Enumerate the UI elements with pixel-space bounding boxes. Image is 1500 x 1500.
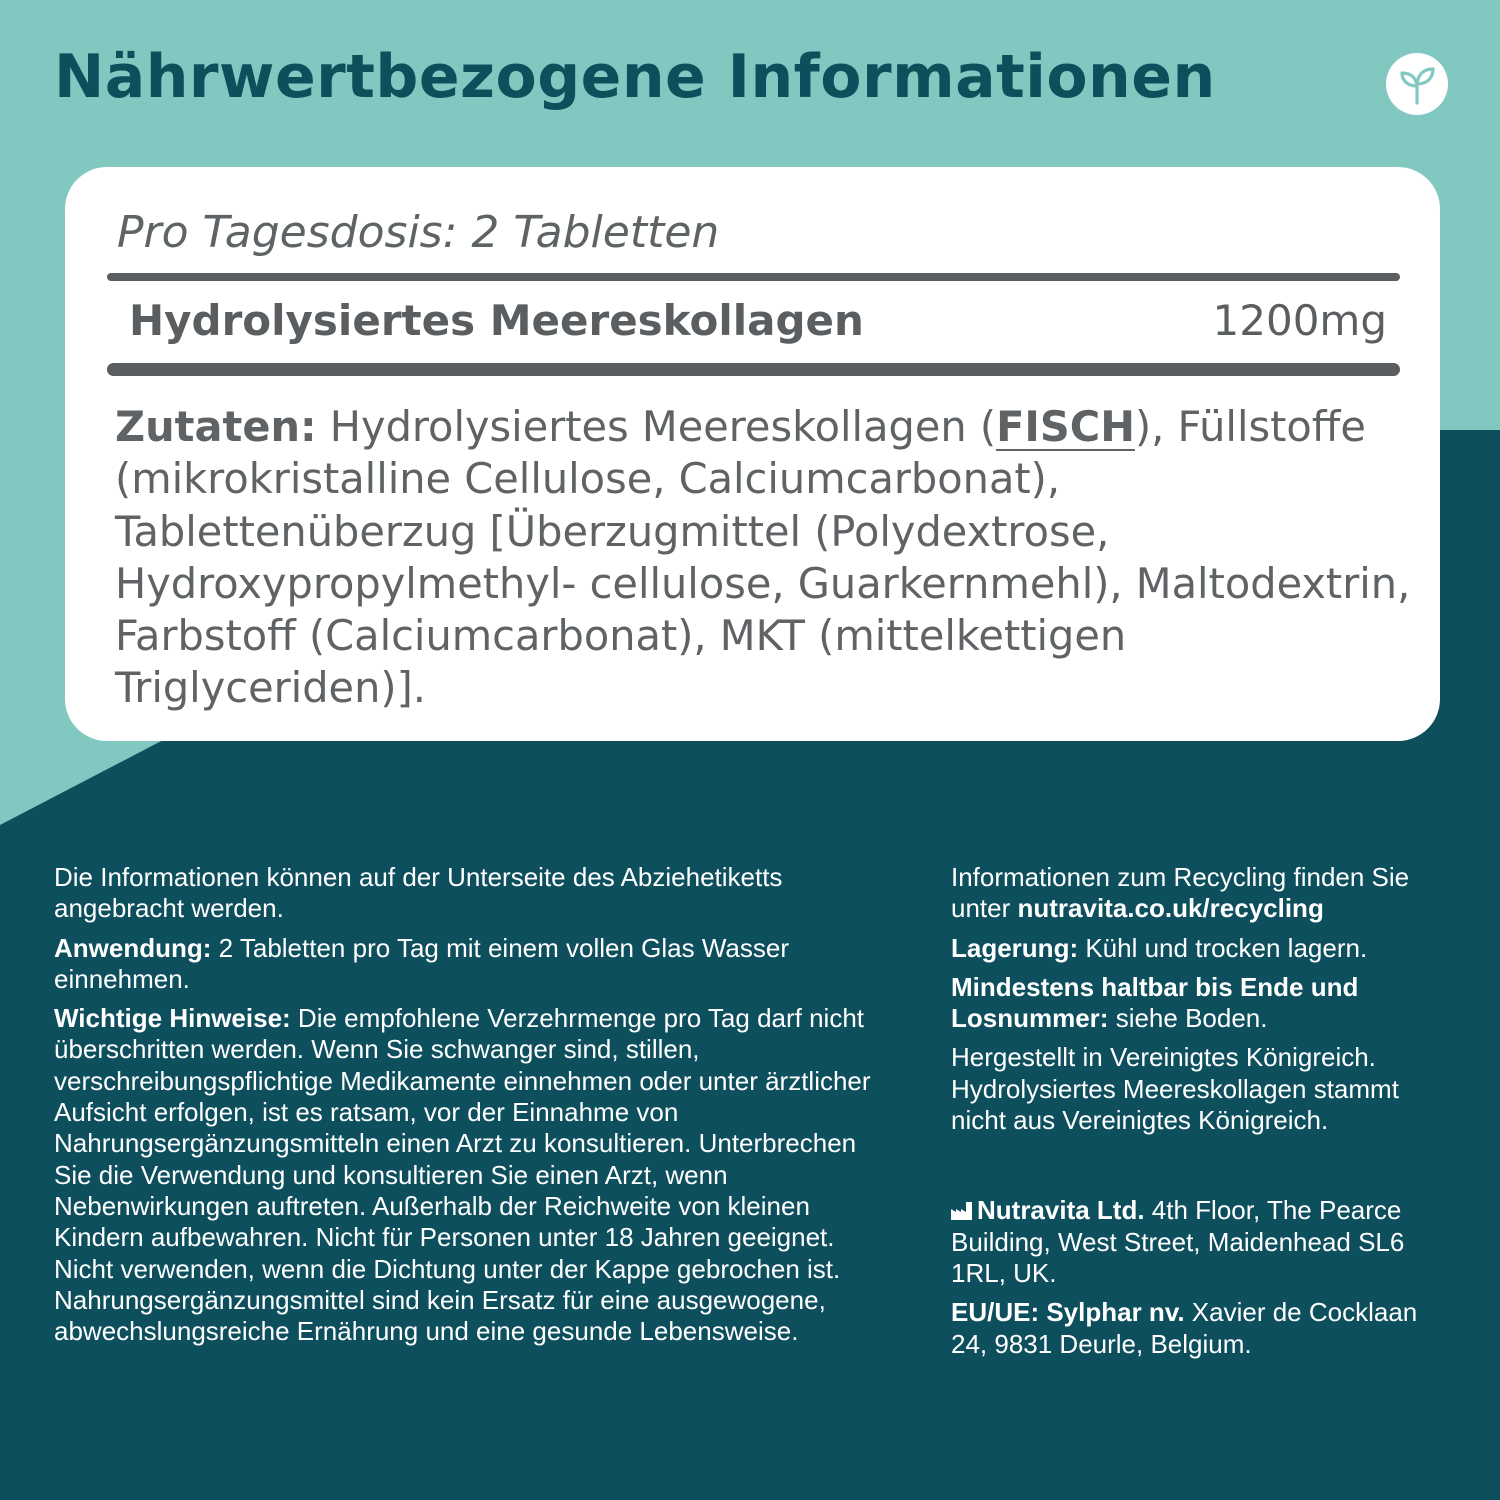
usage-label: Anwendung:: [54, 932, 212, 963]
origin-paragraph: Hergestellt in Vereinigtes Königreich. Hydrolysiertes Meereskollagen stammt nicht aus Vereinigtes Königreich.: [951, 1042, 1399, 1136]
storage-label: Lagerung:: [951, 932, 1079, 963]
best-before-label: Mindestens haltbar bis Ende und Losnummer:: [951, 971, 1359, 1034]
bottom-rule: [107, 363, 1400, 376]
factory-icon: [951, 1202, 973, 1220]
best-before-text: siehe Boden.: [1108, 1003, 1268, 1034]
leaf-icon: [1386, 53, 1448, 115]
recycling-link[interactable]: nutravita.co.uk/recycling: [1017, 893, 1324, 924]
warnings-text: Die empfohlene Verzehrmenge pro Tag darf nicht überschritten werden. Wenn Sie schwanger sind, stillen, verschreibungspflichtige Medikamente einnehmen oder unter ärztlicher Aufsicht erfolgen, ist es ratsam, vor der Einnahme von Nahrungsergänzungsmitteln einen Arzt zu konsultieren. Unterbrechen Sie die Verwendung und konsultieren Sie einen Arzt, wenn Nebenwirkungen auftreten. Außerhalb der Reichweite von kleinen Kindern aufbewahren. Nicht für Personen unter 18 Jahren geeignet. Nicht verwenden, wenn die Dichtung unter der Kappe gebrochen ist. Nahrungsergänzungsmittel sind kein Ersatz für eine ausgewogene, abwechslungsreiche Ernährung und eine gesunde Lebensweise.: [54, 1003, 871, 1347]
serving-size: Pro Tagesdosis: 2 Tabletten: [117, 207, 720, 258]
allergen-highlight: FISCH: [996, 402, 1135, 451]
ingredients-label: Zutaten:: [115, 402, 317, 451]
ingredients-part-2: ), Füllstoffe (mikrokristalline Cellulose, Calciumcarbonat), Tablettenüberzug [Überzugmittel (Polydextrose, Hydroxypropylmethyl- cellulose, Guarkernmehl), Maltodextrin, Farbstoff (Calciumcarbonat), MKT (mittelkettigen Triglyceriden)].: [115, 402, 1411, 713]
nutrient-amount: 1200mg: [1212, 296, 1387, 345]
storage-paragraph: [951, 933, 1451, 964]
nutrient-row: [129, 294, 1387, 354]
ingredients-part-1: Hydrolysiertes Meereskollagen (: [316, 402, 997, 451]
page-title: Nährwertbezogene Informationen: [54, 42, 1216, 112]
warnings-label: Wichtige Hinweise:: [54, 1003, 291, 1034]
eu-representative: [951, 1297, 1451, 1360]
manufacturer-name: Nutravita Ltd.: [977, 1195, 1145, 1226]
recycling-text: Informationen zum Recycling finden Sie unter: [951, 862, 1410, 924]
right-info-column: [951, 862, 1451, 1368]
label-info-note: Die Informationen können auf der Unterseite des Abziehetiketts angebracht werden.: [54, 862, 783, 924]
manufacturer-address-text: 4th Floor, The Pearce Building, West Street, Maidenhead SL6 1RL, UK.: [951, 1195, 1405, 1288]
storage-text: Kühl und trocken lagern.: [1078, 932, 1368, 963]
nutrition-card: [65, 167, 1440, 741]
leaf-badge: [1386, 53, 1448, 115]
left-info-column: [54, 862, 889, 1355]
nutrient-name: Hydrolysiertes Meereskollagen: [129, 296, 864, 345]
usage-paragraph: [54, 933, 889, 996]
top-rule: [107, 273, 1400, 281]
recycling-paragraph: [951, 862, 1451, 925]
warnings-paragraph: [54, 1003, 889, 1347]
eu-rep-address: Xavier de Cocklaan 24, 9831 Deurle, Belgium.: [951, 1297, 1418, 1359]
eu-rep-label: EU/UE: Sylphar nv.: [951, 1297, 1185, 1328]
manufacturer-address: [951, 1195, 1451, 1289]
best-before-paragraph: [951, 972, 1451, 1035]
ingredients-text: [115, 401, 1415, 715]
usage-text: 2 Tabletten pro Tag mit einem vollen Glas Wasser einnehmen.: [54, 932, 789, 994]
